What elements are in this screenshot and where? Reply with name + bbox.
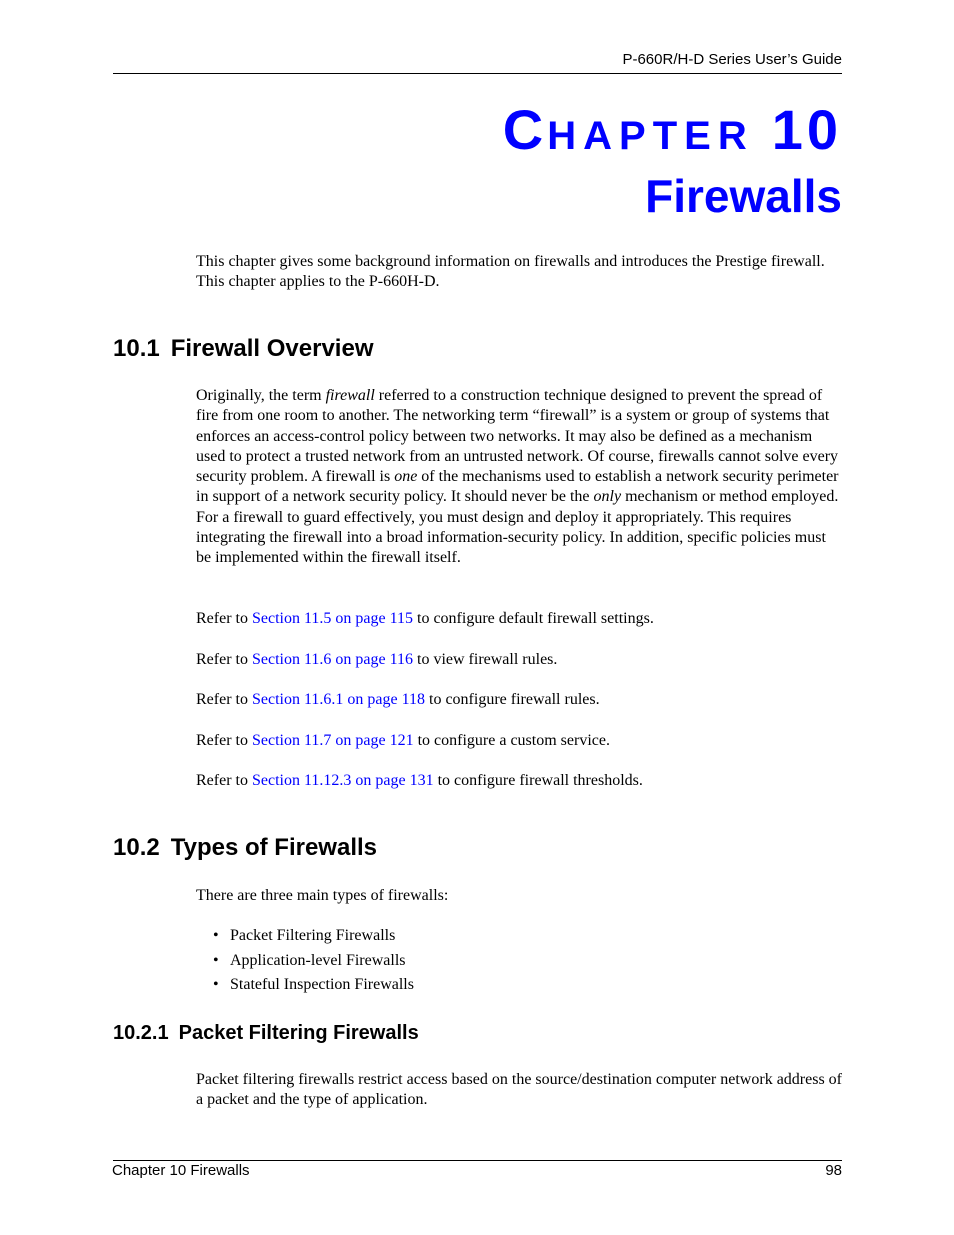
- overview-text-1: Originally, the term: [196, 387, 326, 404]
- intro-paragraph: This chapter gives some background information on firewalls and introduces the Prestige firewall. This chapter applies to the P-660H-D.: [196, 253, 825, 291]
- reference-prefix: Refer to: [196, 610, 252, 627]
- reference-prefix: Refer to: [196, 732, 252, 749]
- section-title: Types of Firewalls: [170, 834, 378, 861]
- reference-prefix: Refer to: [196, 772, 252, 789]
- packet-filtering-paragraph: Packet filtering firewalls restrict access based on the source/destination computer network address of a packet and the type of application.: [196, 1071, 842, 1109]
- reference-suffix: to configure firewall thresholds.: [433, 772, 643, 789]
- section-number: 10.2.1: [113, 1022, 169, 1044]
- overview-paragraph: [196, 386, 844, 569]
- reference-line: [196, 731, 844, 751]
- reference-suffix: to configure default firewall settings.: [413, 610, 654, 627]
- section-link[interactable]: Section 11.5 on page 115: [251, 610, 413, 627]
- overview-text-3: of the mechanisms used to establish a network security perimeter in support of a network security policy. It should never be the: [196, 468, 839, 506]
- section-heading-10-2: [113, 834, 377, 862]
- overview-emphasis-one: one: [394, 468, 418, 486]
- chapter-label-rest: HAPTER: [547, 114, 754, 158]
- chapter-number: 10: [771, 98, 842, 161]
- reference-prefix: Refer to: [196, 651, 252, 668]
- chapter-title: Firewalls: [645, 170, 842, 222]
- chapter-label: [503, 100, 842, 166]
- footer-chapter-label: Chapter 10 Firewalls: [112, 1162, 250, 1179]
- header-divider: [113, 73, 842, 74]
- bullet-icon: •: [213, 976, 219, 993]
- overview-emphasis-firewall: firewall: [325, 387, 375, 404]
- reference-prefix: Refer to: [196, 691, 252, 708]
- reference-line: [196, 609, 844, 629]
- reference-line: [196, 771, 844, 791]
- list-item-label: Packet Filtering Firewalls: [230, 927, 396, 944]
- reference-line: [196, 650, 844, 670]
- list-item-label: Stateful Inspection Firewalls: [230, 976, 414, 993]
- footer-divider: [113, 1160, 842, 1161]
- section-link[interactable]: Section 11.12.3 on page 131: [251, 772, 434, 789]
- section-heading-10-1: [113, 335, 374, 363]
- section-link[interactable]: Section 11.6 on page 116: [251, 651, 413, 668]
- running-header: P-660R/H-D Series User’s Guide: [622, 51, 842, 68]
- section-title: Firewall Overview: [170, 335, 374, 362]
- reference-suffix: to view firewall rules.: [413, 651, 558, 668]
- reference-line: [196, 690, 844, 710]
- list-item: [213, 951, 414, 976]
- section-title: Packet Filtering Firewalls: [178, 1022, 419, 1044]
- section-number: 10.1: [113, 335, 160, 362]
- chapter-label-initial: C: [502, 98, 548, 161]
- section-link[interactable]: Section 11.7 on page 121: [251, 732, 414, 749]
- types-intro: There are three main types of firewalls:: [196, 887, 449, 904]
- list-item-label: Application-level Firewalls: [230, 951, 406, 969]
- section-number: 10.2: [113, 834, 160, 861]
- overview-text-2: referred to a construction technique designed to prevent the spread of fire from one room to another. The networking term “firewall” is a system or group of systems that enforces an access-control policy between two networks. It may also be defined as a mechanism used to protect a trusted network from an untrusted network. Of course, firewalls cannot solve every security problem. A firewall is: [196, 387, 839, 486]
- bullet-icon: •: [213, 927, 219, 944]
- section-link[interactable]: Section 11.6.1 on page 118: [251, 691, 425, 708]
- firewall-types-list: [213, 926, 414, 1000]
- page-number: 98: [825, 1162, 842, 1179]
- list-item: [213, 926, 414, 951]
- reference-suffix: to configure a custom service.: [413, 732, 610, 749]
- bullet-icon: •: [213, 951, 219, 969]
- list-item: [213, 975, 414, 1000]
- overview-emphasis-only: only: [593, 488, 622, 506]
- section-heading-10-2-1: [113, 1021, 419, 1045]
- reference-suffix: to configure firewall rules.: [425, 691, 600, 708]
- overview-text-4: mechanism or method employed. For a firewall to guard effectively, you must design and deploy it appropriately. This requires integrating the firewall into a broad information-security policy. In addition, specific policies must be implemented within the firewall itself.: [196, 488, 839, 567]
